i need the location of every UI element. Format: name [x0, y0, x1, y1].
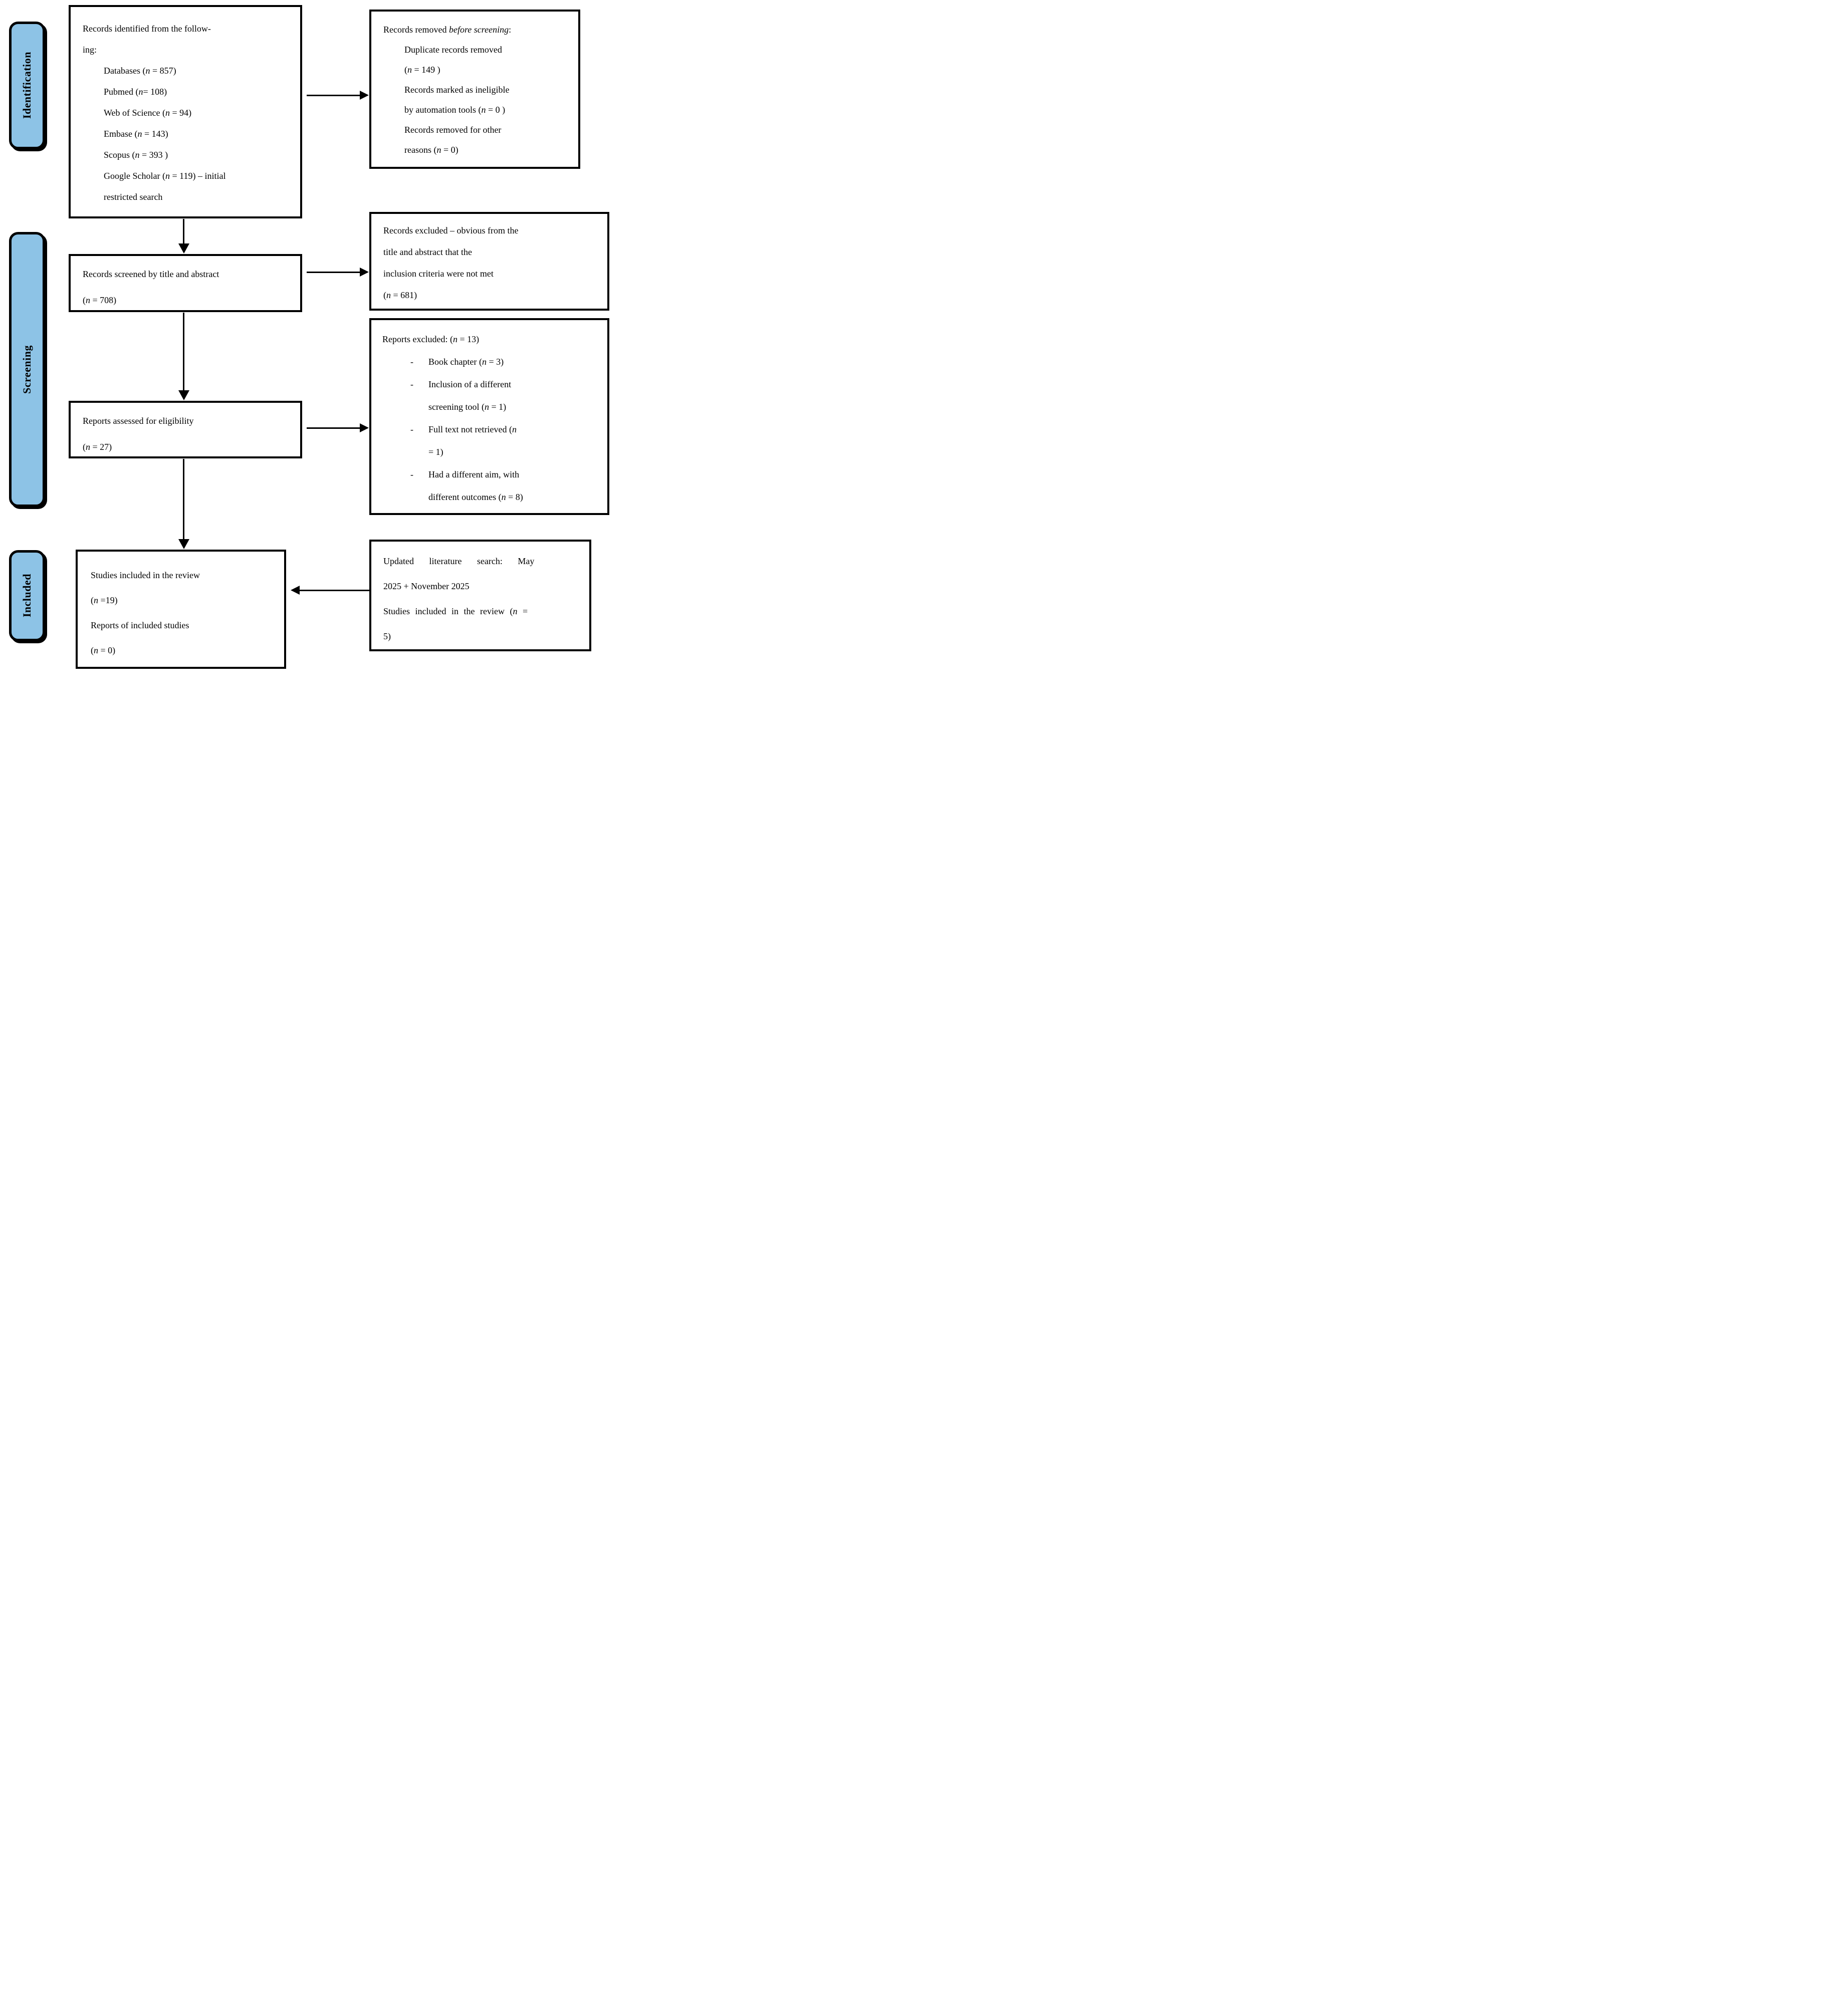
- bullet-dash: -: [410, 379, 413, 389]
- bullet-dash: -: [410, 424, 413, 434]
- text-line: restricted search: [104, 192, 163, 202]
- text-line: screening tool (n = 1): [428, 402, 507, 412]
- text-line: - Had a different aim, with: [382, 463, 600, 486]
- text-line: Records excluded – obvious from the: [383, 225, 519, 235]
- text-line: (n = 27): [83, 442, 112, 452]
- text-line: Records removed before screening:: [383, 25, 512, 35]
- arrow-right-icon: [360, 423, 369, 432]
- text-line: different outcomes (n = 8): [428, 492, 523, 502]
- bullet-dash: -: [410, 469, 413, 479]
- text-line: (n = 708): [83, 295, 117, 305]
- box-studies-included: [76, 550, 286, 669]
- stage-label-text: Screening: [21, 345, 33, 394]
- text-line: Reports assessed for eligibility: [83, 416, 194, 426]
- box-records-identified: [69, 5, 302, 218]
- text-line: Records identified from the follow-: [83, 24, 211, 34]
- text-line: - Full text not retrieved (n: [382, 418, 600, 441]
- stage-label-included: [9, 550, 45, 641]
- text-line: Updated literature search: May: [383, 556, 535, 566]
- arrow-screened-to-assessed-shaft: [183, 313, 184, 390]
- text-line: Studies included in the review: [91, 570, 200, 580]
- text-line: Duplicate records removed: [404, 45, 502, 55]
- arrow-identified-to-screened-shaft: [183, 219, 184, 243]
- text-line: Records screened by title and abstract: [83, 269, 219, 279]
- text-line: by automation tools (n = 0 ): [404, 105, 506, 115]
- arrow-screened-to-excluded-shaft: [307, 272, 360, 273]
- text-line: Records removed for other: [404, 125, 502, 135]
- text-line: (n = 681): [383, 290, 417, 300]
- text-line: Records marked as ineligible: [404, 85, 510, 95]
- text-line: (n =19): [91, 595, 118, 605]
- text-line: - Inclusion of a different: [382, 373, 600, 396]
- text-line: inclusion criteria were not met: [383, 269, 494, 279]
- stage-label-text: Included: [21, 574, 33, 618]
- box-reports-excluded: [369, 318, 609, 515]
- arrow-down-icon: [178, 243, 189, 254]
- arrow-assessed-to-included-shaft: [183, 459, 184, 539]
- arrow-updated-to-included-shaft: [300, 590, 369, 591]
- stage-label-text: Identification: [21, 52, 33, 119]
- arrow-identified-to-removed-shaft: [307, 95, 360, 96]
- text-line: title and abstract that the: [383, 247, 472, 257]
- text-line: Databases (n = 857): [104, 66, 176, 76]
- arrow-right-icon: [360, 268, 369, 277]
- text-line: Google Scholar (n = 119) – initial: [104, 171, 226, 181]
- text-line: Scopus (n = 393 ): [104, 150, 168, 160]
- arrow-assessed-to-excluded-shaft: [307, 427, 360, 429]
- text-line: ing:: [83, 45, 97, 55]
- arrow-down-icon: [178, 390, 189, 400]
- box-records-screened: [69, 254, 302, 312]
- text-line: Embase (n = 143): [104, 129, 168, 139]
- box-records-removed: [369, 10, 580, 169]
- text-line: - Book chapter (n = 3): [382, 351, 600, 373]
- text-line: 5): [383, 631, 391, 641]
- text-line: Reports of included studies: [91, 620, 189, 630]
- text-line: Reports excluded: (n = 13): [382, 334, 480, 344]
- text-line: Pubmed (n= 108): [104, 87, 167, 97]
- bullet-dash: -: [410, 357, 413, 367]
- text-line: 2025 + November 2025: [383, 581, 470, 591]
- box-updated-literature-search: [369, 540, 591, 651]
- stage-label-screening: [9, 232, 45, 507]
- box-reports-assessed: [69, 401, 302, 458]
- box-records-excluded: [369, 212, 609, 311]
- text-line: (n = 0): [91, 645, 116, 655]
- arrow-down-icon: [178, 539, 189, 549]
- prisma-flow-diagram: [0, 0, 616, 670]
- stage-label-identification: [9, 22, 45, 149]
- text-line: (n = 149 ): [404, 65, 440, 75]
- text-line: Web of Science (n = 94): [104, 108, 192, 118]
- arrow-right-icon: [360, 91, 369, 100]
- text-line: = 1): [428, 447, 443, 457]
- arrow-left-icon: [291, 586, 300, 595]
- text-line: Studies included in the review (n =: [383, 606, 528, 616]
- text-line: reasons (n = 0): [404, 145, 458, 155]
